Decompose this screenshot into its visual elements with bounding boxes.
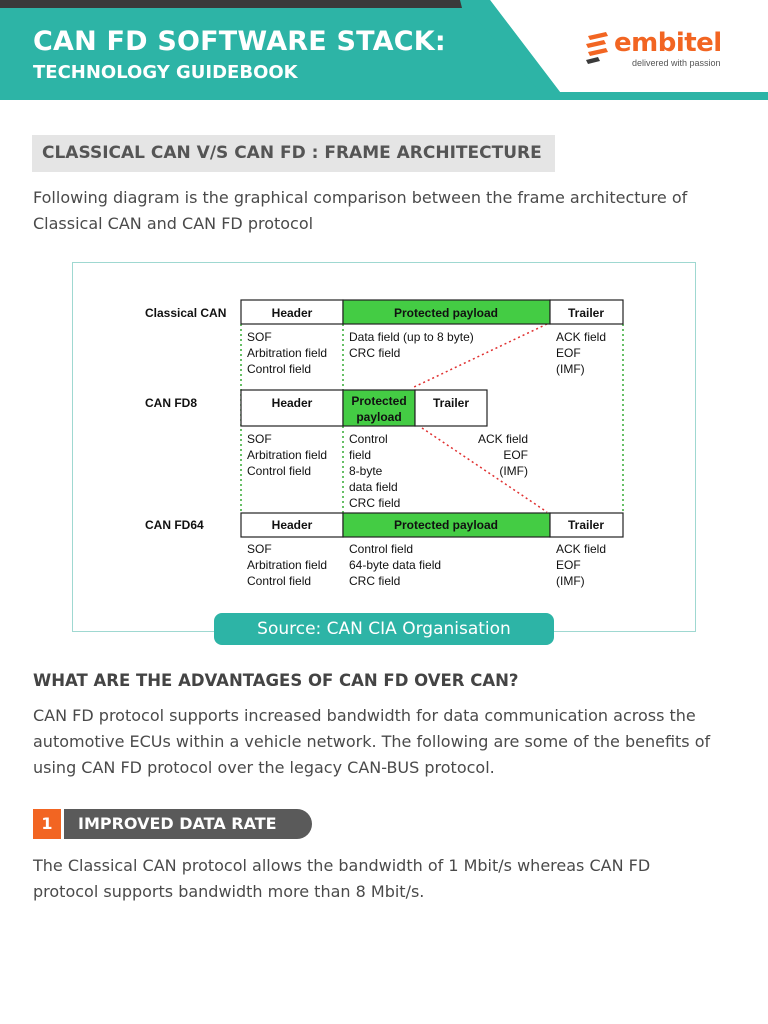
point-line-2: protocol supports bandwidth more than 8 Mbit/s. (33, 882, 425, 901)
fd64-payload-field: CRC field (349, 574, 401, 588)
document-title: CAN FD SOFTWARE STACK: (33, 26, 446, 57)
fd64-header-field: Control field (247, 574, 312, 588)
advantages-line-3: using CAN FD protocol over the legacy CAN-BUS protocol. (33, 758, 495, 777)
fd64-trailer-field: ACK field (556, 542, 607, 556)
advantages-line-2: automotive ECUs within a vehicle network. The following are some of the benefits of (33, 732, 711, 751)
fd64-payload-label: Protected payload (393, 518, 499, 532)
fd64-header-field: Arbitration field (247, 558, 328, 572)
frame-architecture-diagram (72, 262, 696, 632)
fd64-header-label: Header (271, 518, 313, 532)
fd8-header-label: Header (271, 396, 313, 410)
row-label-fd64: CAN FD64 (145, 518, 204, 532)
fd8-payload-label: Protected (351, 394, 407, 408)
classical-trailer-label: Trailer (567, 306, 605, 320)
classical-header-field: Arbitration field (247, 346, 328, 360)
embitel-logo (584, 30, 744, 70)
fd64-payload-field: Control field (349, 542, 414, 556)
fd64-trailer-field: (IMF) (556, 574, 585, 588)
point-line-1: The Classical CAN protocol allows the bandwidth of 1 Mbit/s whereas CAN FD (33, 856, 651, 875)
fd8-payload-label: payload (356, 410, 402, 424)
fd8-payload-field: Control (349, 432, 388, 446)
fd8-payload-field: 8-byte (349, 464, 383, 478)
classical-header-field: Control field (247, 362, 312, 376)
classical-payload-field: CRC field (349, 346, 401, 360)
classical-trailer-field: ACK field (556, 330, 607, 344)
diagram-source-caption: Source: CAN CIA Organisation (214, 613, 554, 645)
fd64-header-field: SOF (247, 542, 272, 556)
fd8-trailer-field: EOF (503, 448, 528, 462)
fd8-payload-field: data field (349, 480, 398, 494)
point-title: IMPROVED DATA RATE (64, 809, 312, 839)
fd64-payload-field: 64-byte data field (349, 558, 442, 572)
fd64-trailer-label: Trailer (567, 518, 605, 532)
classical-header-label: Header (271, 306, 313, 320)
section-heading (32, 135, 555, 172)
logo-wordmark: embitel (614, 28, 722, 58)
classical-header-field: SOF (247, 330, 272, 344)
classical-payload-label: Protected payload (393, 306, 499, 320)
fd8-payload-field: field (349, 448, 372, 462)
fd8-trailer-label: Trailer (432, 396, 470, 410)
logo-tagline: delivered with passion (632, 58, 721, 68)
intro-line-1: Following diagram is the graphical comparison between the frame architecture of (33, 188, 688, 207)
fd64-trailer-field: EOF (556, 558, 581, 572)
intro-line-2: Classical CAN and CAN FD protocol (33, 214, 314, 233)
fd8-payload-field: CRC field (349, 496, 401, 510)
fd8-header-field: SOF (247, 432, 272, 446)
fd8-header-field: Control field (247, 464, 312, 478)
embitel-logo-icon (584, 30, 612, 64)
classical-trailer-field: (IMF) (556, 362, 585, 376)
document-subtitle: TECHNOLOGY GUIDEBOOK (33, 62, 298, 83)
fd8-header-field: Arbitration field (247, 448, 328, 462)
advantages-line-1: CAN FD protocol supports increased bandwidth for data communication across the (33, 706, 696, 725)
advantages-heading: WHAT ARE THE ADVANTAGES OF CAN FD OVER CAN? (33, 671, 519, 690)
fd8-trailer-field: ACK field (477, 432, 528, 446)
classical-payload-field: Data field (up to 8 byte) (349, 330, 474, 344)
classical-trailer-field: EOF (556, 346, 581, 360)
row-label-classical: Classical CAN (145, 306, 227, 320)
row-label-fd8: CAN FD8 (145, 396, 198, 410)
fd8-trailer-field: (IMF) (499, 464, 528, 478)
point-number-badge: 1 (33, 809, 61, 839)
section-heading-text: CLASSICAL CAN V/S CAN FD : FRAME ARCHITECTURE (42, 143, 542, 163)
